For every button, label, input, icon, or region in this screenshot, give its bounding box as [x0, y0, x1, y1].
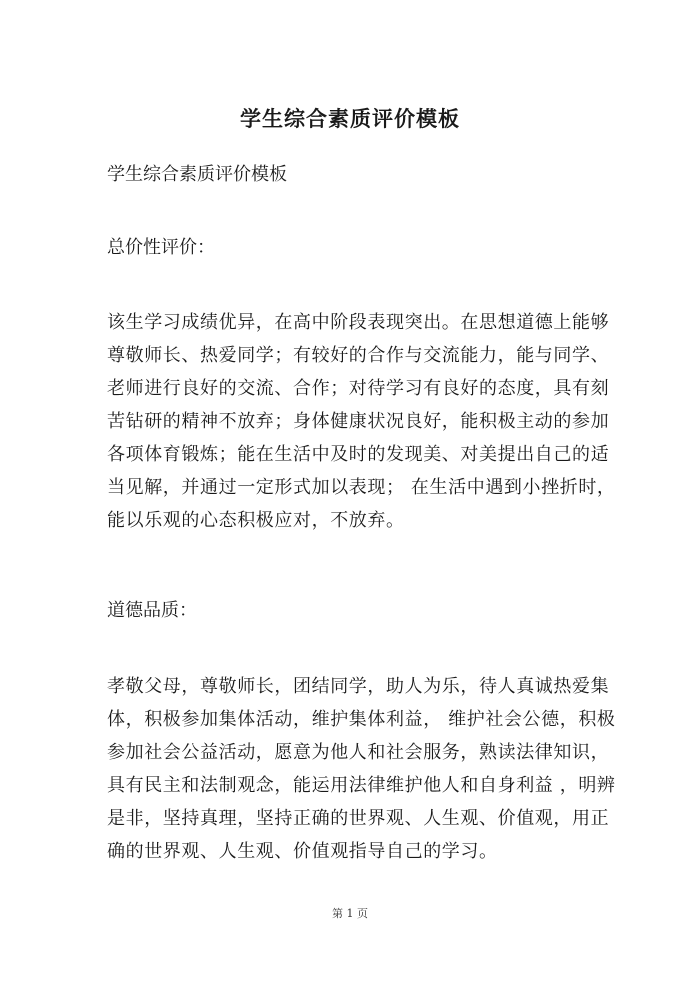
- section-paragraph-moral: [107, 670, 616, 868]
- paragraph-line: 该生学习成绩优异，在高中阶段表现突出。在思想道德上能够: [107, 312, 610, 333]
- page-number: 第 1 页: [332, 907, 368, 920]
- paragraph-line: 当见解，并通过一定形式加以表现； 在生活中遇到小挫折时，: [107, 477, 616, 498]
- paragraph-line: 苦钻研的精神不放弃；身体健康状况良好，能积极主动的参加: [107, 411, 610, 432]
- paragraph-line: 能以乐观的心态积极应对，不放弃。: [107, 510, 405, 531]
- paragraph-line: 是非，坚持真理，坚持正确的世界观、人生观、价值观，用正: [107, 808, 610, 829]
- paragraph-line: 参加社会公益活动，愿意为他人和社会服务，熟读法律知识，: [107, 742, 610, 763]
- paragraph-line: 各项体育锻炼；能在生活中及时的发现美、对美提出自己的适: [107, 444, 610, 465]
- document-title: 学生综合素质评价模板: [240, 107, 460, 131]
- paragraph-line: 孝敬父母，尊敬师长，团结同学，助人为乐，待人真诚热爱集: [107, 676, 610, 697]
- section-paragraph-overall: [107, 306, 616, 537]
- paragraph-line: 确的世界观、人生观、价值观指导自己的学习。: [107, 841, 498, 862]
- document-subtitle: 学生综合素质评价模板: [107, 164, 287, 185]
- section-label-moral: 道德品质：: [107, 600, 197, 621]
- section-label-overall: 总价性评价：: [107, 237, 215, 258]
- paragraph-line: 老师进行良好的交流、合作；对待学习有良好的态度，具有刻: [107, 378, 610, 399]
- paragraph-line: 具有民主和法制观念，能运用法律维护他人和自身利益 ，明辨: [107, 775, 616, 796]
- paragraph-line: 体，积极参加集体活动，维护集体利益， 维护社会公德，积极: [107, 709, 616, 730]
- paragraph-line: 尊敬师长、热爱同学；有较好的合作与交流能力，能与同学、: [107, 345, 610, 366]
